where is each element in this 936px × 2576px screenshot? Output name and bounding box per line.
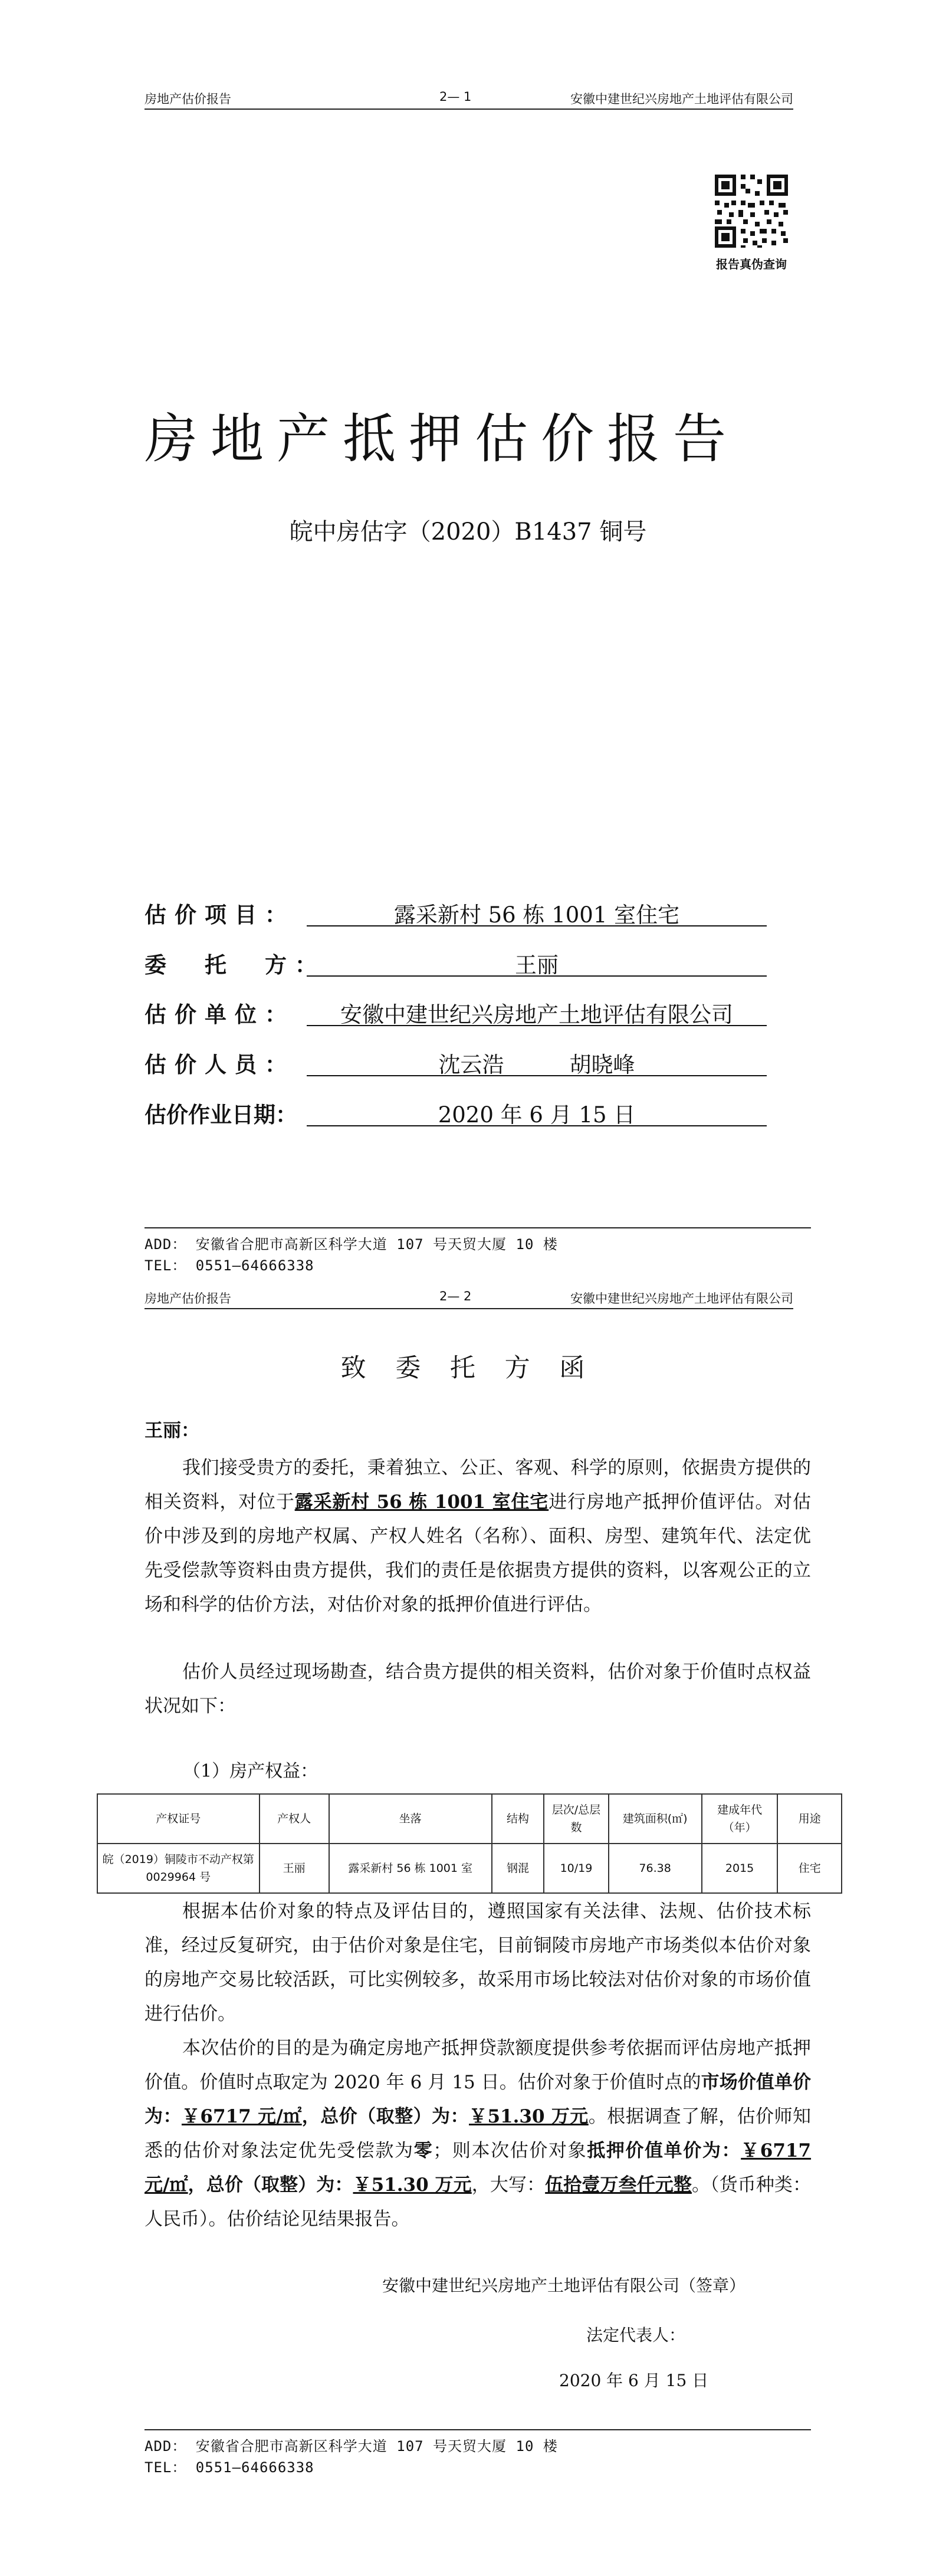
field-label: 估价单位： bbox=[144, 1001, 295, 1027]
cell-area: 76.38 bbox=[609, 1844, 702, 1893]
table-row bbox=[97, 1844, 842, 1893]
field-value: 王丽 bbox=[515, 952, 559, 978]
footer-address: ADD： 安徽省合肥市高新区科学大道 107 号天贸大厦 10 楼 bbox=[144, 1236, 558, 1253]
cell-cert-no: 皖（2019）铜陵市不动产权第 0029964 号 bbox=[97, 1844, 260, 1893]
page1-footer bbox=[144, 1234, 558, 1276]
footer-rule bbox=[144, 2429, 811, 2430]
cell-structure: 钢混 bbox=[492, 1844, 544, 1893]
cell-location: 露采新村 56 栋 1001 室 bbox=[329, 1844, 492, 1893]
header-page-number: 2— 1 bbox=[439, 90, 472, 104]
qr-code-icon bbox=[712, 172, 790, 250]
field-label: 委 托 方： bbox=[144, 952, 325, 978]
col-floors: 层次/总层数 bbox=[544, 1794, 608, 1844]
footer-phone: TEL： 0551—64666338 bbox=[144, 2459, 314, 2476]
p4-text: 。根据调查了解，估价师知悉的估价对象法定优先受偿款为 bbox=[144, 2106, 812, 2161]
col-cert-no: 产权证号 bbox=[97, 1794, 260, 1844]
p4-bold: 抵押价值单价为： bbox=[587, 2140, 741, 2161]
header-rule bbox=[144, 109, 793, 110]
p4-bold: ，总价（取整）为： bbox=[301, 2106, 469, 2127]
report-number: 皖中房估字（2020）B1437 铜号 bbox=[289, 518, 647, 546]
letter-paragraph-1 bbox=[144, 1451, 811, 1622]
amount-in-words: 伍拾壹万叁仟元整 bbox=[545, 2174, 692, 2196]
underline bbox=[307, 1125, 767, 1126]
header-rule bbox=[144, 1308, 793, 1309]
p4-bold: ，总价（取整）为： bbox=[188, 2174, 353, 2196]
col-location: 坐落 bbox=[329, 1794, 492, 1844]
mortgage-total-price: ￥51.30 万元 bbox=[353, 2174, 472, 2196]
letter-paragraph-4 bbox=[144, 2031, 811, 2236]
field-value: 露采新村 56 栋 1001 室住宅 bbox=[393, 902, 680, 928]
letter-title: 致 委 托 方 函 bbox=[340, 1353, 596, 1383]
letter-paragraph-3 bbox=[144, 1894, 811, 2031]
sign-company: 安徽中建世纪兴房地产土地评估有限公司（签章） bbox=[382, 2276, 746, 2295]
footer-address: ADD： 安徽省合肥市高新区科学大道 107 号天贸大厦 10 楼 bbox=[144, 2438, 558, 2455]
cell-owner: 王丽 bbox=[260, 1844, 329, 1893]
sign-date: 2020 年 6 月 15 日 bbox=[559, 2371, 709, 2390]
field-label: 估价人员： bbox=[144, 1052, 295, 1077]
cell-use: 住宅 bbox=[777, 1844, 842, 1893]
table-header-row bbox=[97, 1794, 842, 1844]
p1-text-a: 我们接受贵方的委托，秉着独立、公正、客观、科学的原则，依据贵方提供的相关资料，对位于 bbox=[144, 1457, 811, 1513]
cell-floors: 10/19 bbox=[544, 1844, 608, 1893]
field-label: 估价作业日期： bbox=[144, 1102, 297, 1128]
footer-rule bbox=[144, 1227, 811, 1228]
p4-text: 。（货币种类：人民币）。估价结论见结果报告。 bbox=[144, 2174, 812, 2230]
p4-text: ，大写： bbox=[471, 2174, 546, 2196]
header-right: 安徽中建世纪兴房地产土地评估有限公司 bbox=[570, 1292, 793, 1306]
field-value: 2020 年 6 月 15 日 bbox=[438, 1102, 636, 1128]
mortgage-unit-price: ￥6717 元/㎡ bbox=[144, 2140, 812, 2196]
salutation: 王丽： bbox=[144, 1420, 199, 1441]
property-rights-heading: （1）房产权益： bbox=[183, 1761, 318, 1782]
col-use: 用途 bbox=[777, 1794, 842, 1844]
p4-text: 本次估价的目的是为确定房地产抵押贷款额度提供参考依据而评估房地产抵押价值。价值时点取定为 2020 年 6 月 15 日。估价对象于价值时点的 bbox=[144, 2038, 811, 2093]
qr-caption: 报告真伪查询 bbox=[716, 257, 787, 271]
field-value: 安徽中建世纪兴房地产土地评估有限公司 bbox=[340, 1002, 733, 1027]
p2-text: 估价人员经过现场勘查，结合贵方提供的相关资料，估价对象于价值时点权益状况如下： bbox=[144, 1661, 811, 1717]
p3-text: 根据本估价对象的特点及评估目的，遵照国家有关法律、法规、估价技术标准，经过反复研究，由于估价对象是住宅，目前铜陵市房地产市场类似本估价对象的房地产交易比较活跃，可比实例较多，故采用市场比较法对估价对象的市场价值进行估价。 bbox=[144, 1901, 811, 2025]
col-area: 建筑面积(㎡) bbox=[609, 1794, 702, 1844]
cell-year: 2015 bbox=[702, 1844, 778, 1893]
market-unit-price: ￥6717 元/㎡ bbox=[181, 2106, 302, 2127]
field-label: 估价项目： bbox=[144, 902, 295, 928]
col-year: 建成年代（年） bbox=[702, 1794, 778, 1844]
underline bbox=[307, 975, 767, 977]
p4-bold: 市场价值单价为： bbox=[144, 2072, 812, 2127]
header-left: 房地产估价报告 bbox=[144, 92, 231, 106]
col-owner: 产权人 bbox=[260, 1794, 329, 1844]
page1-header bbox=[144, 90, 793, 107]
priority-payment: 零 bbox=[413, 2140, 433, 2161]
subject-property: 露采新村 56 栋 1001 室住宅 bbox=[294, 1491, 549, 1513]
letter-paragraph-2 bbox=[144, 1655, 811, 1723]
page2-footer bbox=[144, 2436, 558, 2478]
header-right: 安徽中建世纪兴房地产土地评估有限公司 bbox=[570, 92, 793, 106]
field-value: 沈云浩 胡晓峰 bbox=[438, 1052, 635, 1077]
property-rights-table bbox=[97, 1793, 842, 1894]
col-structure: 结构 bbox=[492, 1794, 544, 1844]
header-page-number: 2— 2 bbox=[439, 1289, 472, 1303]
page2-header bbox=[144, 1289, 793, 1307]
underline bbox=[307, 1025, 767, 1026]
underline bbox=[307, 1075, 767, 1076]
p4-text: ；则本次估价对象 bbox=[433, 2140, 587, 2161]
footer-phone: TEL： 0551—64666338 bbox=[144, 1257, 314, 1274]
underline bbox=[307, 925, 767, 926]
sign-legal-rep: 法定代表人： bbox=[586, 2325, 686, 2345]
p1-text-c: 进行房地产抵押价值评估。对估价中涉及到的房地产权属、产权人姓名（名称）、面积、房型、建筑年代、法定优先受偿款等资料由贵方提供，我们的责任是依据贵方提供的资料，以客观公正的立场和科学的估价方法，对估价对象的抵押价值进行评估。 bbox=[144, 1491, 812, 1615]
market-total-price: ￥51.30 万元 bbox=[469, 2106, 589, 2127]
header-left: 房地产估价报告 bbox=[144, 1292, 231, 1306]
report-title: 房地产抵押估价报告 bbox=[144, 408, 739, 470]
